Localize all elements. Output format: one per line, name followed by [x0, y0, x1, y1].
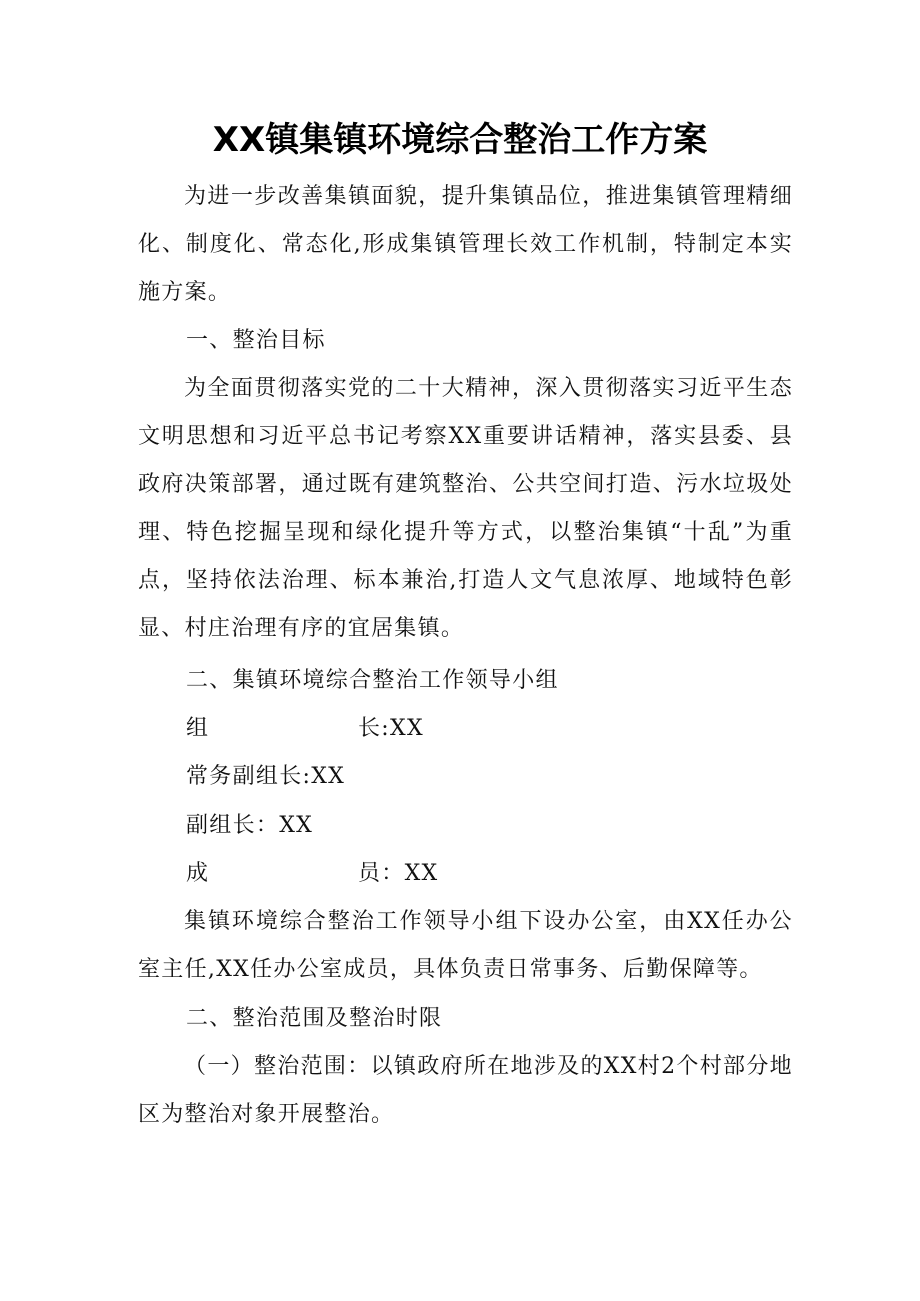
member-label-right: 员：XX: [358, 861, 439, 886]
executive-deputy-leader: 常务副组长:XX: [186, 764, 346, 789]
goals-paragraph: 为全面贯彻落实党的二十大精神，深入贯彻落实习近平生态文明思想和习近平总书记考察XX重要讲话精神，落实县委、县政府决策部署，通过既有建筑整治、公共空间打造、污水垃圾处理、特色挖掘呈现和绿化提升等方式，以整治集镇“十乱”为重点，坚持依法治理、标本兼治,打造人文气息浓厚、地域特色彰显、村庄治理有序的宜居集镇。: [138, 376, 793, 641]
leader-label-left: 组: [186, 716, 210, 741]
document-title: XX镇集镇环境综合整治工作方案: [212, 120, 708, 160]
deputy-leader: 副组长：XX: [186, 813, 314, 838]
section-heading-scope: 二、整治范围及整治时限: [186, 1006, 443, 1031]
section-heading-leadership: 二、集镇环境综合整治工作领导小组: [186, 668, 559, 693]
scope-paragraph: （一）整治范围：以镇政府所在地涉及的XX村2个村部分地区为整治对象开展整治。: [138, 1054, 793, 1127]
section-heading-goals: 一、整治目标: [186, 328, 326, 353]
member-label-left: 成: [186, 861, 210, 886]
intro-paragraph: 为进一步改善集镇面貌，提升集镇品位，推进集镇管理精细化、制度化、常态化,形成集镇管理长效工作机制，特制定本实施方案。: [138, 184, 793, 305]
office-paragraph: 集镇环境综合整治工作领导小组下设办公室，由XX任办公室主任,XX任办公室成员，具体负责日常事务、后勤保障等。: [138, 909, 793, 982]
leader-label-right: 长:XX: [358, 716, 424, 741]
